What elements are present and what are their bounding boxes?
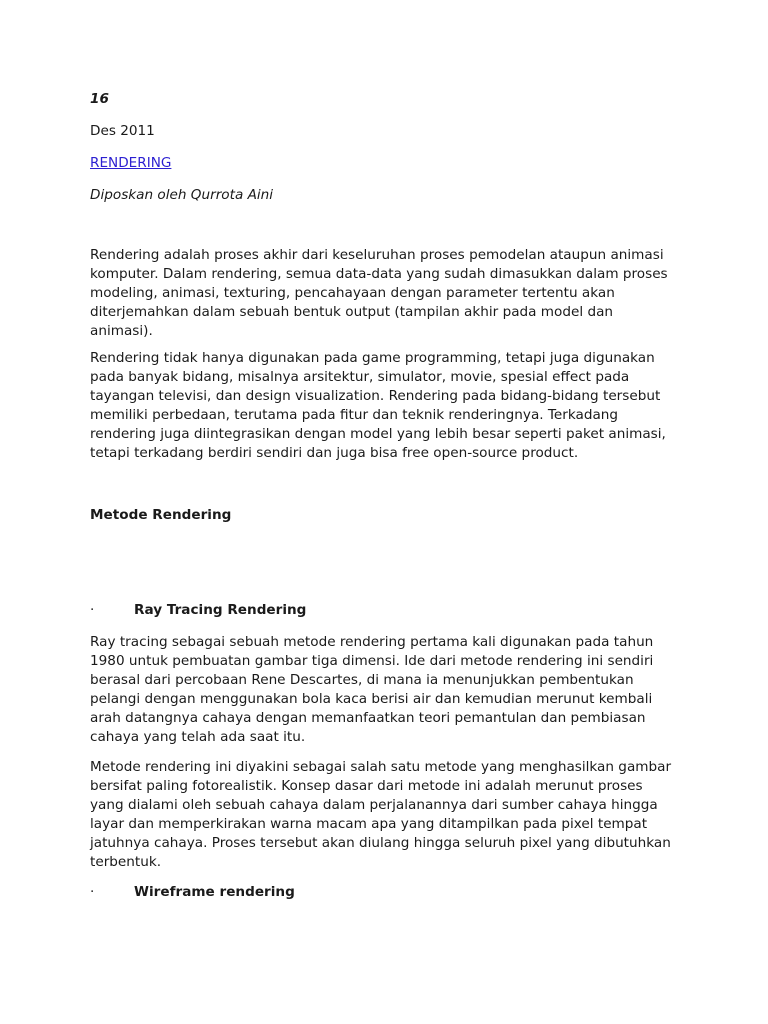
post-day: 16	[90, 91, 109, 107]
bullet-symbol: ·	[90, 602, 95, 618]
document-page	[90, 90, 680, 902]
paragraph-ray-tracing-history: Ray tracing sebagai sebuah metode rendering pertama kali digunakan pada tahun 1980 untuk pembuatan gambar tiga dimensi. Ide dari metode rendering ini sendiri berasal dari percobaan Rene Descartes, di mana ia menunjukkan pembentukan pelangi dengan menggunakan bola kaca berisi air dan kemudian merunut kembali arah datangnya cahaya dengan memanfaatkan teori pemantulan dan pembiasan cahaya yang telah ada saat itu.	[90, 634, 654, 745]
paragraph-usage: Rendering tidak hanya digunakan pada game programming, tetapi juga digunakan pada banyak bidang, misalnya arsitektur, simulator, movie, spesial effect pada tayangan televisi, dan design visualization. Rendering pada bidang-bidang tersebut memiliki perbedaan, terutama pada fitur dan teknik renderingnya. Terkadang rendering juga diintegrasikan dengan model yang lebih besar seperti paket animasi, tetapi terkadang berdiri sendiri dan juga bisa free open-source product.	[90, 350, 666, 461]
post-byline: Diposkan oleh Qurrota Aini	[90, 187, 274, 203]
post-month-year: Des 2011	[90, 123, 155, 139]
paragraph-ray-tracing-method: Metode rendering ini diyakini sebagai salah satu metode yang menghasilkan gambar bersifat paling fotorealistik. Konsep dasar dari metode ini adalah merunut proses yang dialami oleh sebuah cahaya dalam perjalanannya dari sumber cahaya hingga layar dan memperkirakan warna macam apa yang ditampilkan pada pixel tempat jatuhnya cahaya. Proses tersebut akan diulang hingga seluruh pixel yang dibutuhkan terbentuk.	[90, 759, 672, 870]
paragraph-intro: Rendering adalah proses akhir dari keseluruhan proses pemodelan ataupun animasi komputer. Dalam rendering, semua data-data yang sudah dimasukkan dalam proses modeling, animasi, texturing, pencahayaan dengan parameter tertentu akan diterjemahkan dalam sebuah bentuk output (tampilan akhir pada model dan animasi).	[90, 247, 668, 339]
bullet-ray-tracing	[90, 601, 680, 620]
section-heading: Metode Rendering	[90, 507, 232, 523]
post-title-link[interactable]: RENDERING	[90, 155, 172, 171]
bullet-label-wireframe: Wireframe rendering	[134, 884, 295, 900]
bullet-symbol: ·	[90, 884, 95, 900]
bullet-wireframe	[90, 883, 680, 902]
bullet-label-ray-tracing: Ray Tracing Rendering	[134, 602, 307, 618]
